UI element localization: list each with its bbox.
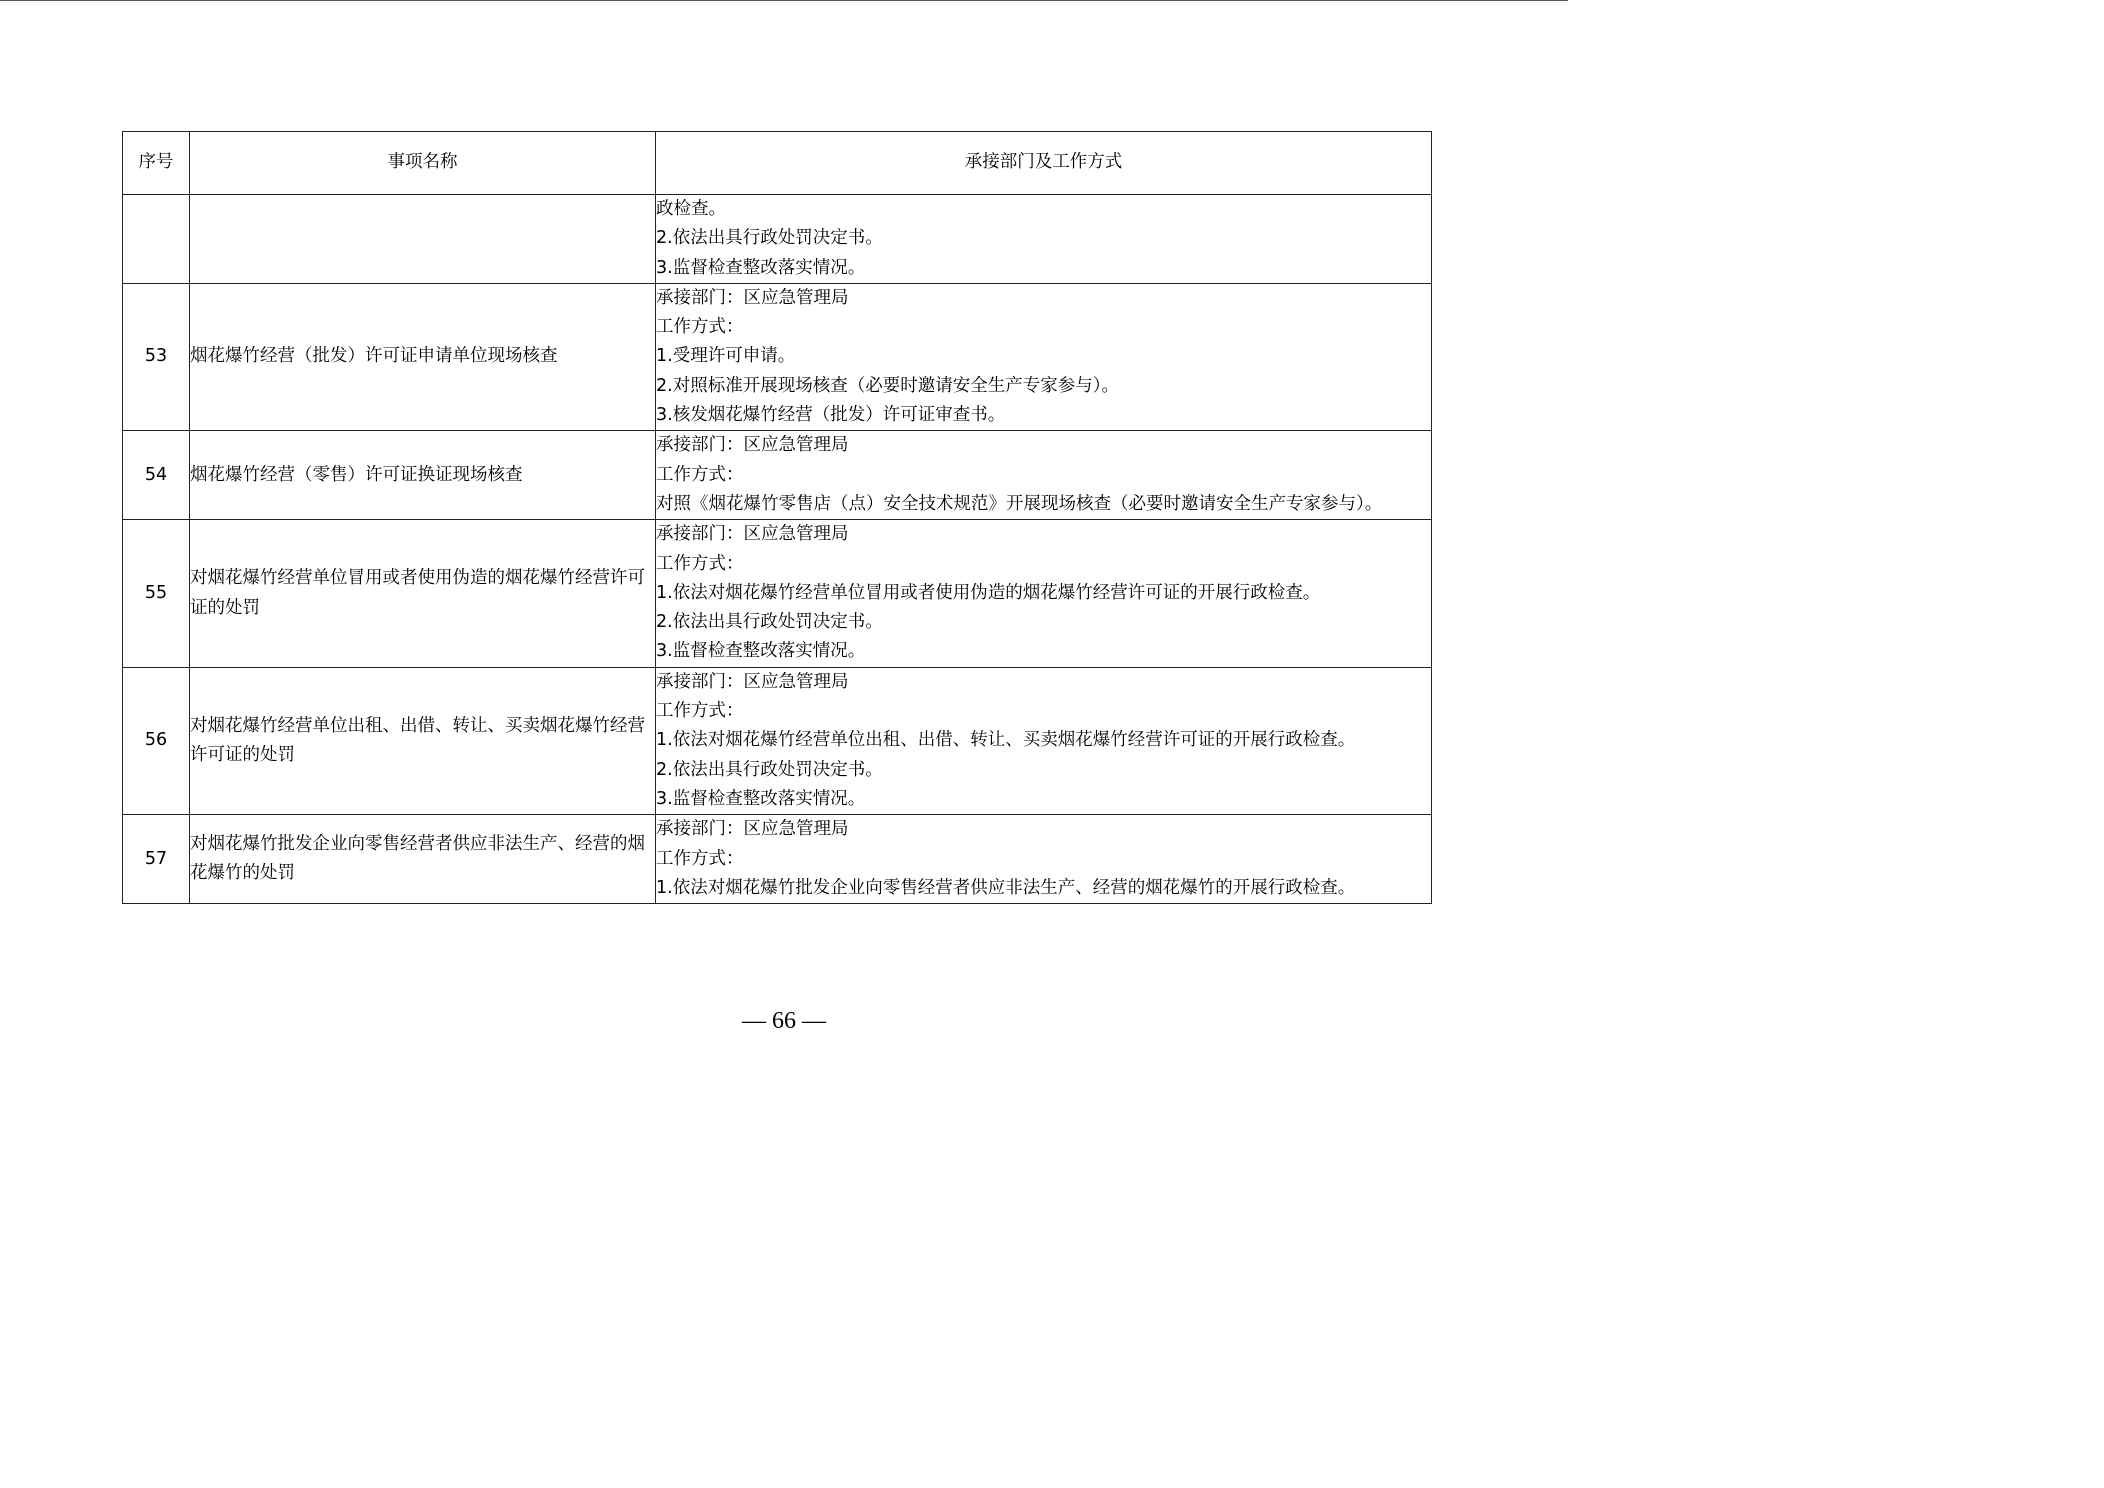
method-line: 承接部门：区应急管理局 bbox=[656, 287, 849, 308]
table-row bbox=[123, 431, 1432, 520]
row-department-and-method bbox=[656, 195, 1432, 284]
row-department-and-method bbox=[656, 667, 1432, 814]
method-line: 3.核发烟花爆竹经营（批发）许可证审查书。 bbox=[656, 405, 1006, 426]
table-body bbox=[123, 195, 1432, 904]
table-row bbox=[123, 520, 1432, 667]
table-row bbox=[123, 815, 1432, 904]
row-serial-number bbox=[123, 195, 190, 284]
method-line: 承接部门：区应急管理局 bbox=[656, 435, 849, 456]
row-serial-number: 53 bbox=[123, 283, 190, 430]
row-item-name: 烟花爆竹经营（批发）许可证申请单位现场核查 bbox=[190, 283, 656, 430]
table-row bbox=[123, 195, 1432, 284]
method-line: 3.监督检查整改落实情况。 bbox=[656, 257, 866, 278]
header-row bbox=[123, 132, 1432, 195]
header-serial-number: 序号 bbox=[123, 132, 190, 195]
row-department-and-method bbox=[656, 520, 1432, 667]
method-line: 3.监督检查整改落实情况。 bbox=[656, 641, 866, 662]
method-line: 2.依法出具行政处罚决定书。 bbox=[656, 759, 883, 780]
row-serial-number: 55 bbox=[123, 520, 190, 667]
method-line: 承接部门：区应急管理局 bbox=[656, 524, 849, 545]
method-line: 1.依法对烟花爆竹批发企业向零售经营者供应非法生产、经营的烟花爆竹的开展行政检查。 bbox=[656, 877, 1356, 898]
row-department-and-method bbox=[656, 283, 1432, 430]
method-line: 工作方式： bbox=[656, 317, 744, 338]
method-line: 工作方式： bbox=[656, 553, 744, 574]
row-item-name: 对烟花爆竹经营单位出租、出借、转让、买卖烟花爆竹经营许可证的处罚 bbox=[190, 667, 656, 814]
method-line: 政检查。 bbox=[656, 199, 726, 219]
row-department-and-method bbox=[656, 431, 1432, 520]
row-department-and-method bbox=[656, 815, 1432, 904]
row-item-name: 对烟花爆竹经营单位冒用或者使用伪造的烟花爆竹经营许可证的处罚 bbox=[190, 520, 656, 667]
row-serial-number: 56 bbox=[123, 667, 190, 814]
row-item-name bbox=[190, 195, 656, 284]
table-row bbox=[123, 283, 1432, 430]
header-department-and-method: 承接部门及工作方式 bbox=[656, 132, 1432, 195]
method-line: 承接部门：区应急管理局 bbox=[656, 819, 849, 840]
method-line: 2.依法出具行政处罚决定书。 bbox=[656, 228, 883, 249]
method-line: 工作方式： bbox=[656, 464, 744, 485]
page-top-border bbox=[0, 0, 1568, 1]
method-line: 3.监督检查整改落实情况。 bbox=[656, 788, 866, 809]
method-line: 对照《烟花爆竹零售店（点）安全技术规范》开展现场核查（必要时邀请安全生产专家参与）。 bbox=[656, 493, 1383, 514]
method-line: 工作方式： bbox=[656, 848, 744, 869]
table-row bbox=[123, 667, 1432, 814]
row-serial-number: 54 bbox=[123, 431, 190, 520]
table-header bbox=[123, 132, 1432, 195]
method-line: 1.依法对烟花爆竹经营单位冒用或者使用伪造的烟花爆竹经营许可证的开展行政检查。 bbox=[656, 582, 1321, 603]
method-line: 1.受理许可申请。 bbox=[656, 346, 796, 367]
method-line: 承接部门：区应急管理局 bbox=[656, 671, 849, 692]
method-line: 2.依法出具行政处罚决定书。 bbox=[656, 612, 883, 633]
row-item-name: 烟花爆竹经营（零售）许可证换证现场核查 bbox=[190, 431, 656, 520]
page-number: — 66 — bbox=[742, 1008, 826, 1034]
matters-table bbox=[122, 131, 1432, 904]
method-line: 工作方式： bbox=[656, 701, 744, 722]
row-item-name: 对烟花爆竹批发企业向零售经营者供应非法生产、经营的烟花爆竹的处罚 bbox=[190, 815, 656, 904]
method-line: 1.依法对烟花爆竹经营单位出租、出借、转让、买卖烟花爆竹经营许可证的开展行政检查。 bbox=[656, 730, 1356, 751]
row-serial-number: 57 bbox=[123, 815, 190, 904]
header-item-name: 事项名称 bbox=[190, 132, 656, 195]
method-line: 2.对照标准开展现场核查（必要时邀请安全生产专家参与）。 bbox=[656, 375, 1119, 396]
